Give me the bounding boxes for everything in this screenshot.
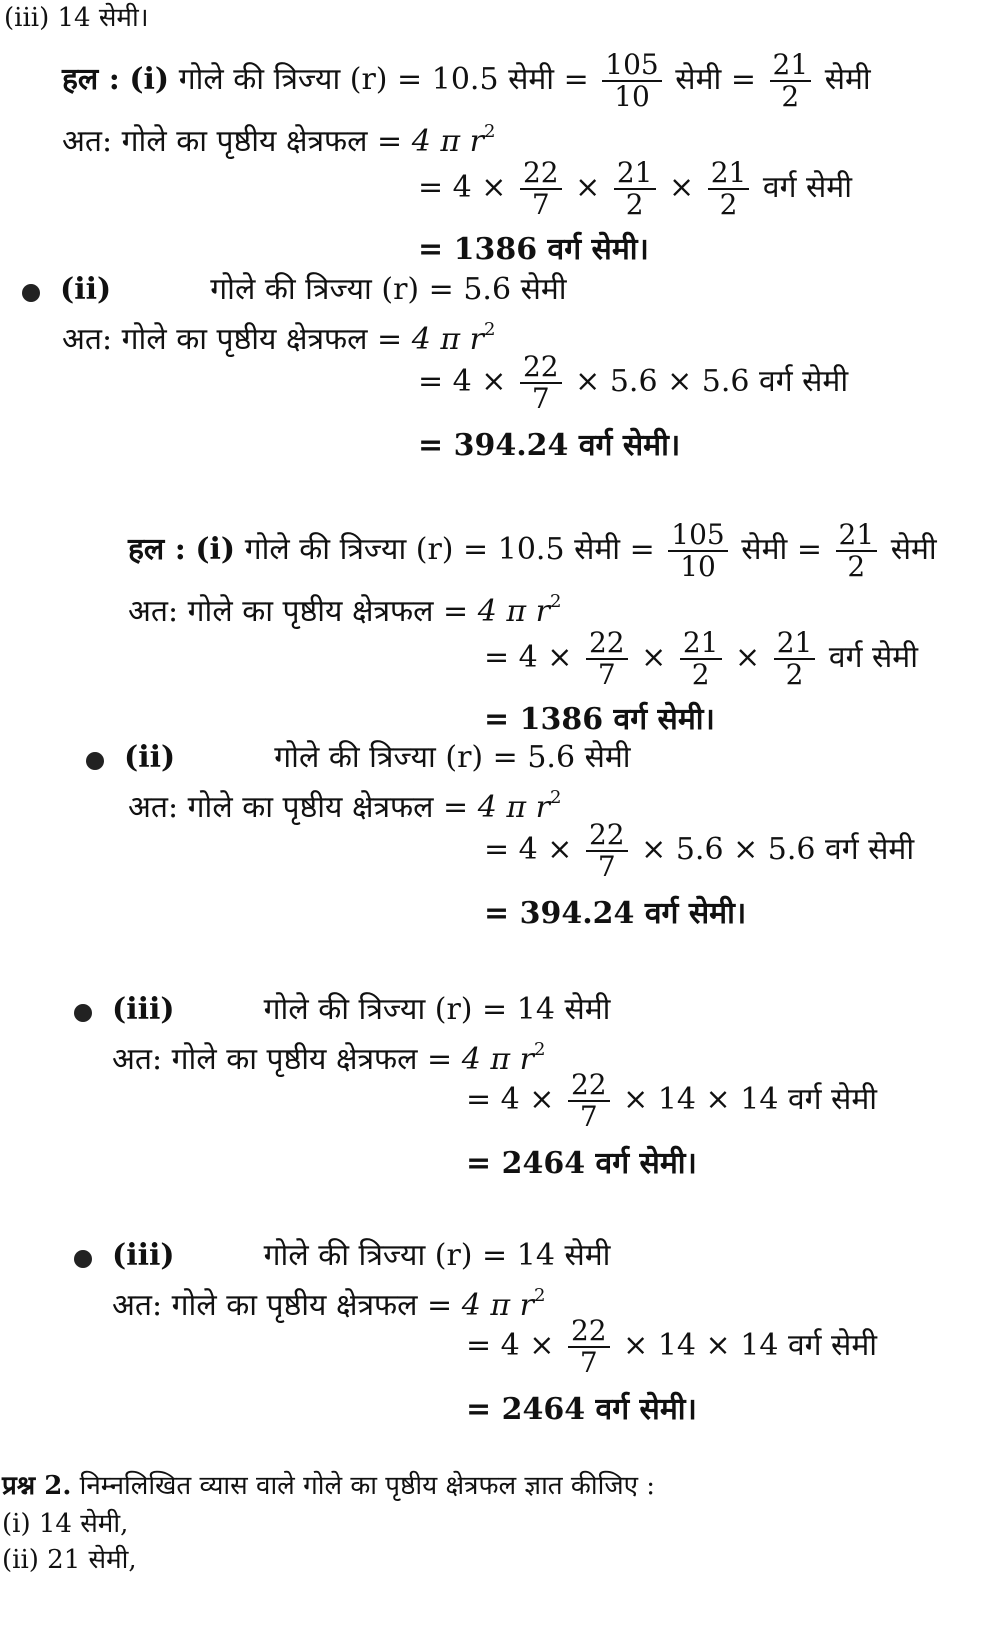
part-iii-result-line: = 2464 वर्ग सेमी। xyxy=(466,1392,697,1427)
hal-label: हल : xyxy=(128,532,186,567)
denominator: 10 xyxy=(614,80,650,113)
radius-lhs: गोले की त्रिज्या (r) = xyxy=(210,272,454,307)
radius-value: 14 सेमी xyxy=(516,1238,611,1273)
area-lhs: अत: गोले का पृष्ठीय क्षेत्रफल = xyxy=(128,594,469,629)
unit: सेमी = xyxy=(741,532,822,567)
part-iii-calc-line xyxy=(466,1070,877,1132)
calc-prefix: = 4 × xyxy=(484,640,573,675)
times: × xyxy=(669,170,695,205)
question-item: (ii) 21 सेमी, xyxy=(2,1545,137,1575)
numerator: 22 xyxy=(568,1316,610,1348)
question-item: (i) 14 सेमी, xyxy=(2,1509,129,1539)
fraction xyxy=(774,628,816,690)
area-lhs: अत: गोले का पृष्ठीय क्षेत्रफल = xyxy=(112,1288,453,1323)
solution-line-radius xyxy=(62,50,871,112)
area-line xyxy=(128,584,561,630)
fraction xyxy=(708,158,750,220)
fraction xyxy=(668,520,727,582)
part-label: (i) xyxy=(195,532,236,567)
numerator: 22 xyxy=(520,158,562,190)
denominator: 2 xyxy=(847,550,866,583)
area-lhs: अत: गोले का पृष्ठीय क्षेत्रफल = xyxy=(112,1042,453,1077)
numerator: 21 xyxy=(770,50,812,82)
area-lhs: अत: गोले का पृष्ठीय क्षेत्रफल = xyxy=(62,322,403,357)
formula: 4 π r xyxy=(461,1288,534,1323)
unit: वर्ग सेमी xyxy=(828,640,919,675)
radius-value: 5.6 सेमी xyxy=(527,740,631,775)
area-line xyxy=(62,114,495,160)
radius-value: 5.6 सेमी xyxy=(463,272,567,307)
part-ii-result-line: = 394.24 वर्ग सेमी। xyxy=(484,896,747,931)
unit: सेमी xyxy=(824,62,871,97)
radius-lhs: गोले की त्रिज्या (r) = xyxy=(244,532,489,567)
part-ii-result-line: = 394.24 वर्ग सेमी। xyxy=(418,428,681,463)
exponent: 2 xyxy=(483,121,496,142)
radius-value: 10.5 सेमी = xyxy=(431,62,589,97)
denominator: 2 xyxy=(785,658,804,691)
numerator: 21 xyxy=(680,628,722,660)
denominator: 2 xyxy=(625,188,644,221)
part-label: (i) xyxy=(129,62,170,97)
question-part-iii-top: (iii) 14 सेमी। xyxy=(4,3,149,33)
numerator: 21 xyxy=(708,158,750,190)
times: × xyxy=(641,640,667,675)
fraction xyxy=(836,520,878,582)
formula: 4 π r xyxy=(477,790,550,825)
part-label: (iii) xyxy=(112,1238,175,1273)
formula: 4 π r xyxy=(411,322,484,357)
numerator: 105 xyxy=(668,520,727,552)
calc-prefix: = 4 × xyxy=(466,1082,555,1117)
fraction xyxy=(680,628,722,690)
fraction xyxy=(520,158,562,220)
numerator: 21 xyxy=(614,158,656,190)
radius-lhs: गोले की त्रिज्या (r) = xyxy=(263,1238,508,1273)
numerator: 22 xyxy=(586,820,628,852)
calc-prefix: = 4 × xyxy=(418,364,507,399)
calc-rest: × 14 × 14 वर्ग सेमी xyxy=(623,1082,878,1117)
part-iii-radius-line xyxy=(112,1238,610,1274)
denominator: 7 xyxy=(531,188,550,221)
question-text: निम्नलिखित व्यास वाले गोले का पृष्ठीय क्षेत्रफल ज्ञात कीजिए : xyxy=(79,1471,656,1501)
calc-rest: × 5.6 × 5.6 वर्ग सेमी xyxy=(575,364,849,399)
denominator: 7 xyxy=(579,1346,598,1379)
bullet-icon xyxy=(74,1250,92,1268)
times: × xyxy=(575,170,601,205)
calc-prefix: = 4 × xyxy=(466,1328,555,1363)
unit: वर्ग सेमी xyxy=(762,170,853,205)
area-lhs: अत: गोले का पृष्ठीय क्षेत्रफल = xyxy=(62,124,403,159)
exponent: 2 xyxy=(533,1039,546,1060)
result-line: = 1386 वर्ग सेमी। xyxy=(418,232,649,267)
fraction xyxy=(614,158,656,220)
fraction xyxy=(770,50,812,112)
numerator: 22 xyxy=(520,352,562,384)
numerator: 22 xyxy=(586,628,628,660)
area-lhs: अत: गोले का पृष्ठीय क्षेत्रफल = xyxy=(128,790,469,825)
denominator: 2 xyxy=(691,658,710,691)
bullet-icon xyxy=(22,284,40,302)
result-line: = 1386 वर्ग सेमी। xyxy=(484,702,715,737)
part-ii-calc-line xyxy=(418,352,848,414)
numerator: 105 xyxy=(602,50,661,82)
fraction xyxy=(568,1316,610,1378)
hal-label: हल : xyxy=(62,62,120,97)
part-ii-radius-line xyxy=(124,740,631,776)
part-ii-radius-line xyxy=(60,272,567,308)
fraction xyxy=(602,50,661,112)
unit: सेमी = xyxy=(675,62,756,97)
denominator: 7 xyxy=(597,658,616,691)
bullet-icon xyxy=(74,1004,92,1022)
calc-line xyxy=(484,628,918,690)
radius-lhs: गोले की त्रिज्या (r) = xyxy=(178,62,423,97)
exponent: 2 xyxy=(549,787,562,808)
exponent: 2 xyxy=(533,1285,546,1306)
fraction xyxy=(586,820,628,882)
calc-rest: × 5.6 × 5.6 वर्ग सेमी xyxy=(641,832,915,867)
denominator: 7 xyxy=(579,1100,598,1133)
calc-prefix: = 4 × xyxy=(484,832,573,867)
part-iii-radius-line xyxy=(112,992,610,1028)
fraction xyxy=(568,1070,610,1132)
question-2 xyxy=(2,1470,655,1502)
question-label: प्रश्न 2. xyxy=(2,1471,72,1501)
formula: 4 π r xyxy=(411,124,484,159)
part-iii-result-line: = 2464 वर्ग सेमी। xyxy=(466,1146,697,1181)
denominator: 7 xyxy=(531,382,550,415)
calc-prefix: = 4 × xyxy=(418,170,507,205)
solution-line-radius xyxy=(128,520,937,582)
part-label: (iii) xyxy=(112,992,175,1027)
denominator: 2 xyxy=(781,80,800,113)
radius-lhs: गोले की त्रिज्या (r) = xyxy=(274,740,518,775)
fraction xyxy=(520,352,562,414)
part-label: (ii) xyxy=(60,272,112,307)
bullet-icon xyxy=(86,752,104,770)
denominator: 10 xyxy=(680,550,716,583)
calc-rest: × 14 × 14 वर्ग सेमी xyxy=(623,1328,878,1363)
numerator: 21 xyxy=(774,628,816,660)
part-ii-calc-line xyxy=(484,820,914,882)
denominator: 2 xyxy=(719,188,738,221)
calc-line xyxy=(418,158,852,220)
radius-value: 14 सेमी xyxy=(516,992,611,1027)
part-label: (ii) xyxy=(124,740,176,775)
numerator: 21 xyxy=(836,520,878,552)
numerator: 22 xyxy=(568,1070,610,1102)
fraction xyxy=(586,628,628,690)
part-iii-calc-line xyxy=(466,1316,877,1378)
radius-value: 10.5 सेमी = xyxy=(497,532,655,567)
exponent: 2 xyxy=(483,319,496,340)
denominator: 7 xyxy=(597,850,616,883)
radius-lhs: गोले की त्रिज्या (r) = xyxy=(263,992,508,1027)
unit: सेमी xyxy=(890,532,937,567)
formula: 4 π r xyxy=(461,1042,534,1077)
exponent: 2 xyxy=(549,591,562,612)
times: × xyxy=(735,640,761,675)
formula: 4 π r xyxy=(477,594,550,629)
